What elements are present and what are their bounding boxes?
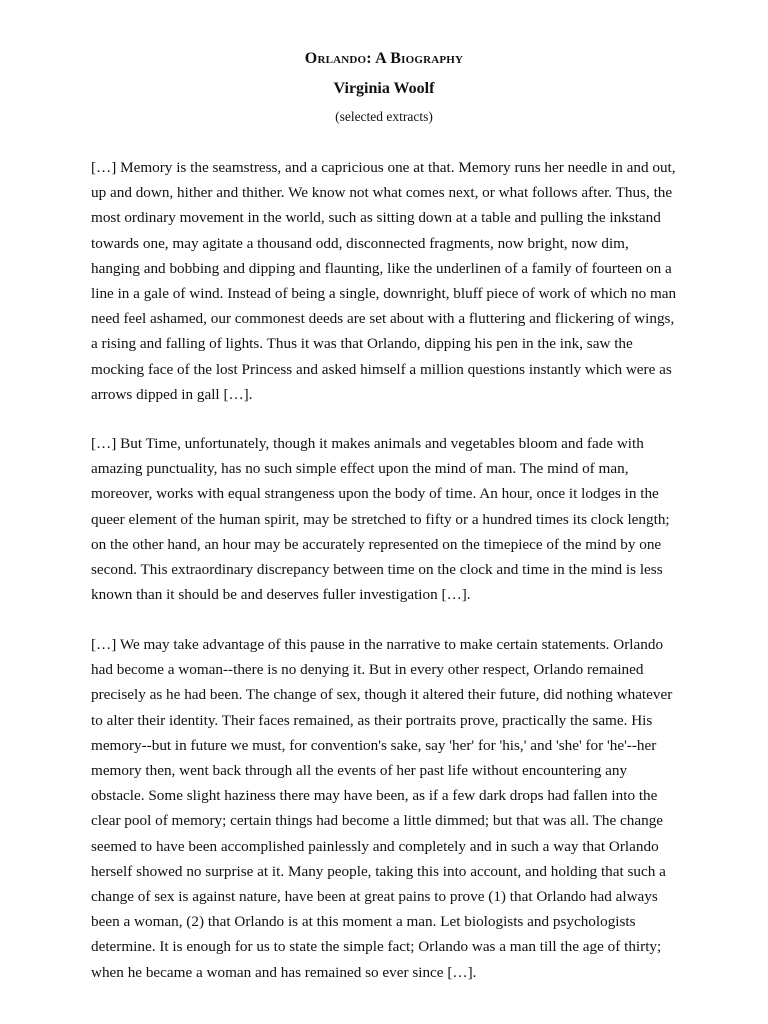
paragraph-memory: […] Memory is the seamstress, and a capricious one at that. Memory runs her needle in and out, up and down, hither and thither. We know not what comes next, or what follows after. Thus, the most ordinary movement in the world, such as sitting down at a table and pulling the inkstand towards one, may agitate a thousand odd, disconnected fragments, now bright, now dim, hanging and bobbing and dipping and flaunting, like the underlinen of a family of fourteen on a line in a gale of wind. Instead of being a single, downright, bluff piece of work of which no man need feel ashamed, our commonest deeds are set about with a fluttering and flickering of wings, a rising and falling of lights. Thus it was that Orlando, dipping his pen in the ink, saw the mocking face of the lost Princess and asked himself a million questions instantly which were as arrows dipped in gall […]. [91,159,677,403]
document-title: Orlando: A Biography [304,50,464,67]
paragraph-time: […] But Time, unfortunately, though it makes animals and vegetables bloom and fade with amazing punctuality, has no such simple effect upon the mind of man. The mind of man, moreover, works with equal strangeness upon the body of time. An hour, once it lodges in the queer element of the human spirit, may be stretched to fifty or a hundred times its clock length; on the other hand, an hour may be accurately represented on the timepiece of the mind by one second. This extraordinary discrepancy between time on the clock and time in the mind is less known than it should be and deserves fuller investigation […]. [91,435,670,604]
document-author: Virginia Woolf [333,80,435,97]
paragraph-transformation: […] We may take advantage of this pause in the narrative to make certain statements. Orlando had become a woman--there is no denying it. But in every other respect, Orlando remained precisely as he had been. The change of sex, though it altered their future, did nothing whatever to alter their identity. Their faces remained, as their portraits prove, practically the same. His memory--but in future we must, for convention's sake, say 'her' for 'his,' and 'she' for 'he'--her memory then, went back through all the events of her past life without encountering any obstacle. Some slight haziness there may have been, as if a few dark drops had fallen into the clear pool of memory; certain things had become a little dimmed; but that was all. The change seemed to have been accomplished painlessly and completely and in such a way that Orlando herself showed no surprise at it. Many people, taking this into account, and holding that such a change of sex is against nature, have been at great pains to prove (1) that Orlando had always been a woman, (2) that Orlando is at this moment a man. Let biologists and psychologists determine. It is enough for us to state the simple fact; Orlando was a man till the age of thirty; when he became a woman and has remained so ever since […]. [91,636,673,981]
document-subtitle: (selected extracts) [335,109,433,124]
